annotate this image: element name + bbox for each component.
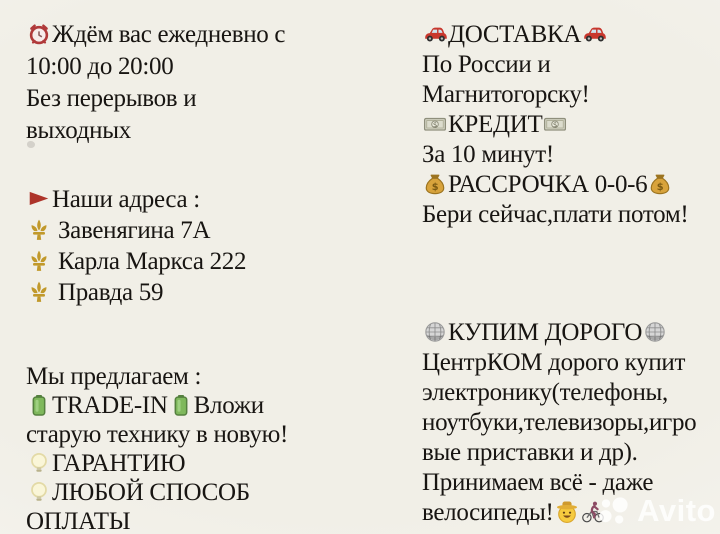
text-line	[26, 362, 288, 391]
text-segment: ГАРАНТИЮ	[52, 450, 186, 477]
text-segment: ЦентрКОМ дорого купит	[422, 349, 686, 376]
text-line	[422, 200, 688, 230]
svg-text:$: $	[553, 119, 558, 129]
text-segment: По России и	[422, 51, 551, 78]
text-segment: Без перерывов и	[26, 85, 197, 112]
text-segment: Правда 59	[52, 279, 164, 306]
car-icon	[582, 20, 606, 50]
text-line	[26, 184, 246, 215]
mirrorball-icon	[423, 318, 447, 348]
moneybag-icon	[648, 170, 672, 200]
text-line	[26, 115, 285, 147]
text-line	[26, 449, 288, 478]
text-segment: Наши адреса :	[52, 186, 200, 213]
text-segment: 10:00 до 20:00	[26, 53, 174, 80]
text-line	[422, 378, 696, 408]
text-line	[26, 83, 285, 115]
text-segment: КРЕДИТ	[448, 111, 543, 138]
text-line	[422, 110, 688, 140]
addresses-block	[26, 184, 246, 308]
text-segment: Бери сейчас,плати потом!	[422, 201, 689, 228]
text-line	[26, 215, 246, 246]
alarm-clock-icon	[27, 19, 51, 51]
text-segment: Карла Маркса 222	[52, 248, 247, 275]
text-segment: электронику(телефоны,	[422, 379, 668, 406]
text-segment: велосипеды!	[422, 499, 554, 526]
text-segment: старую технику в новую!	[26, 421, 288, 448]
svg-text:$: $	[431, 181, 439, 193]
text-segment: Магнитогорску!	[422, 81, 590, 108]
delivery-credit-block	[422, 20, 688, 230]
text-line	[26, 277, 246, 308]
bulb-icon	[27, 478, 51, 507]
ink-speck	[27, 141, 35, 148]
text-segment: РАССРОЧКА 0-0-6	[448, 171, 648, 198]
fleur-icon	[27, 215, 51, 246]
text-line	[26, 478, 288, 507]
text-segment: Завенягина 7А	[52, 217, 211, 244]
text-segment: ДОСТАВКА	[448, 21, 582, 48]
text-line	[422, 408, 696, 438]
text-line	[422, 348, 696, 378]
text-line	[422, 140, 688, 170]
text-segment: выходных	[26, 117, 131, 144]
flag-icon	[27, 184, 51, 215]
svg-text:$: $	[657, 181, 664, 193]
text-segment: ЛЮБОЙ СПОСОБ	[52, 479, 250, 506]
svg-text:$: $	[432, 119, 438, 129]
text-line	[422, 438, 696, 468]
text-line	[422, 80, 688, 110]
banknote-icon	[423, 110, 447, 140]
mirrorball-icon	[643, 318, 667, 348]
text-line	[26, 420, 288, 449]
text-line	[422, 318, 696, 348]
text-line	[422, 20, 688, 50]
text-line	[26, 19, 285, 51]
bulb-icon	[27, 449, 51, 478]
text-line	[26, 246, 246, 277]
avito-watermark	[598, 493, 716, 528]
battery-icon	[169, 391, 193, 420]
text-segment: Принимаем всё - даже	[422, 469, 654, 496]
offers-block	[26, 362, 288, 534]
text-line	[26, 507, 288, 534]
smiley-icon	[555, 498, 579, 528]
fleur-icon	[27, 277, 51, 308]
avito-logo-icon	[598, 496, 630, 526]
text-segment: КУПИМ ДОРОГО	[448, 319, 643, 346]
text-segment: TRADE-IN	[52, 392, 168, 419]
text-segment: Ждём вас ежедневно с	[52, 21, 286, 48]
schedule-block	[26, 19, 285, 147]
moneybag-icon	[423, 170, 447, 200]
fleur-icon	[27, 246, 51, 277]
text-line	[422, 170, 688, 200]
text-line	[26, 51, 285, 83]
battery-icon	[27, 391, 51, 420]
car-icon	[423, 20, 447, 50]
text-line	[422, 50, 688, 80]
text-segment: Вложи	[193, 392, 264, 419]
text-segment: За 10 минут!	[422, 141, 554, 168]
text-segment: вые приставки и др).	[422, 439, 638, 466]
text-line	[26, 391, 288, 420]
banknote-icon	[543, 110, 567, 140]
avito-watermark-text: Avito	[637, 493, 716, 528]
text-segment: Мы предлагаем :	[26, 363, 202, 390]
text-segment: ОПЛАТЫ	[26, 508, 131, 534]
text-segment: ноутбуки,телевизоры,игро	[422, 409, 697, 436]
